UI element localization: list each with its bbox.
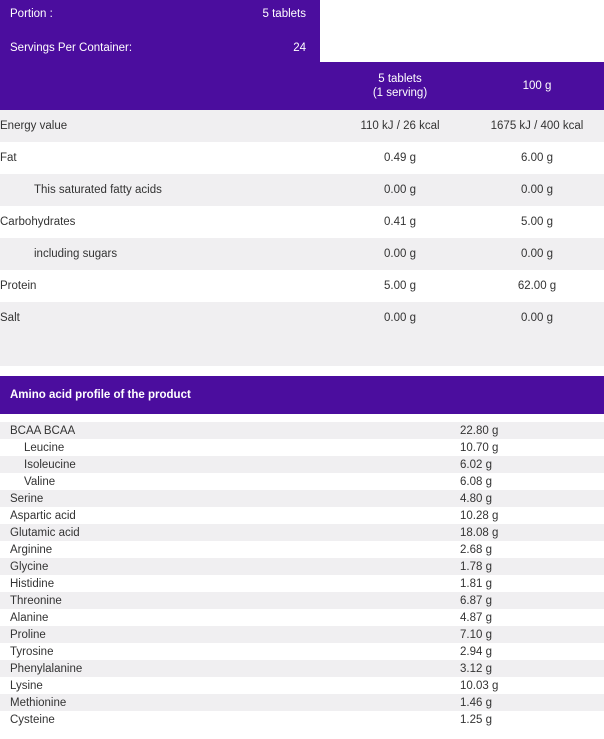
nutrition-table — [0, 62, 604, 366]
table-row — [0, 558, 604, 575]
portion-label: Portion : — [10, 8, 53, 20]
nutrition-header-serving-line2: (1 serving) — [372, 87, 428, 99]
table-row — [0, 110, 604, 142]
amino-name: Methionine — [0, 694, 430, 711]
table-row — [0, 711, 604, 728]
table-row — [0, 677, 604, 694]
amino-value: 2.68 g — [430, 541, 604, 558]
amino-name: Aspartic acid — [0, 507, 430, 524]
nutrition-header-serving — [330, 62, 470, 110]
nutrient-hundred-value: 0.00 g — [470, 174, 604, 206]
table-spacer-row — [0, 334, 604, 366]
amino-name: Arginine — [0, 541, 430, 558]
table-row — [0, 626, 604, 643]
amino-name: Glycine — [0, 558, 430, 575]
amino-name: Isoleucine — [0, 456, 430, 473]
amino-acid-table — [0, 422, 604, 728]
nutrient-serving-value: 0.49 g — [330, 142, 470, 174]
nutrition-header-serving-line1: 5 tablets — [378, 73, 422, 85]
servings-value: 24 — [293, 42, 306, 54]
amino-name: Serine — [0, 490, 430, 507]
nutrient-name: Carbohydrates — [0, 206, 330, 238]
table-row — [0, 473, 604, 490]
table-row — [0, 660, 604, 677]
portion-row — [0, 0, 320, 28]
amino-value: 1.25 g — [430, 711, 604, 728]
nutrient-hundred-value: 6.00 g — [470, 142, 604, 174]
table-row — [0, 490, 604, 507]
table-row — [0, 422, 604, 439]
amino-name: Glutamic acid — [0, 524, 430, 541]
amino-value: 4.87 g — [430, 609, 604, 626]
table-row — [0, 643, 604, 660]
amino-value: 1.81 g — [430, 575, 604, 592]
amino-name: Tyrosine — [0, 643, 430, 660]
amino-value: 2.94 g — [430, 643, 604, 660]
servings-row — [0, 34, 320, 62]
table-row — [0, 592, 604, 609]
table-row — [0, 270, 604, 302]
nutrient-serving-value: 0.00 g — [330, 238, 470, 270]
amino-name: Leucine — [0, 439, 430, 456]
table-row — [0, 439, 604, 456]
table-row — [0, 575, 604, 592]
table-row — [0, 524, 604, 541]
amino-value: 10.70 g — [430, 439, 604, 456]
amino-name: BCAA BCAA — [0, 422, 430, 439]
nutrient-hundred-value: 0.00 g — [470, 238, 604, 270]
amino-acid-title-text: Amino acid profile of the product — [10, 389, 191, 401]
nutrient-serving-value: 110 kJ / 26 kcal — [330, 110, 470, 142]
amino-acid-section-title — [0, 376, 604, 414]
nutrient-hundred-value: 1675 kJ / 400 kcal — [470, 110, 604, 142]
table-row — [0, 302, 604, 334]
amino-value: 1.78 g — [430, 558, 604, 575]
nutrition-header-blank — [0, 62, 330, 110]
nutrient-name: Fat — [0, 142, 330, 174]
nutrient-name: This saturated fatty acids — [0, 174, 330, 206]
amino-value: 6.02 g — [430, 456, 604, 473]
amino-acid-table-body — [0, 422, 604, 728]
nutrient-name: Energy value — [0, 110, 330, 142]
nutrient-serving-value: 0.41 g — [330, 206, 470, 238]
amino-value: 10.28 g — [430, 507, 604, 524]
portion-summary-block — [0, 0, 320, 62]
portion-value: 5 tablets — [262, 8, 306, 20]
amino-name: Cysteine — [0, 711, 430, 728]
nutrition-header-hundred: 100 g — [470, 62, 604, 110]
nutrient-name: including sugars — [0, 238, 330, 270]
amino-value: 18.08 g — [430, 524, 604, 541]
amino-value: 7.10 g — [430, 626, 604, 643]
table-row — [0, 206, 604, 238]
amino-name: Phenylalanine — [0, 660, 430, 677]
amino-name: Histidine — [0, 575, 430, 592]
nutrient-hundred-value: 62.00 g — [470, 270, 604, 302]
amino-value: 4.80 g — [430, 490, 604, 507]
table-row — [0, 142, 604, 174]
servings-label: Servings Per Container: — [10, 42, 133, 54]
nutrient-name: Salt — [0, 302, 330, 334]
nutrient-name: Protein — [0, 270, 330, 302]
amino-value: 6.08 g — [430, 473, 604, 490]
nutrient-serving-value: 0.00 g — [330, 174, 470, 206]
table-row — [0, 174, 604, 206]
table-row — [0, 456, 604, 473]
table-row — [0, 541, 604, 558]
nutrition-table-header-row — [0, 62, 604, 110]
amino-name: Lysine — [0, 677, 430, 694]
amino-name: Threonine — [0, 592, 430, 609]
nutrient-hundred-value: 5.00 g — [470, 206, 604, 238]
amino-name: Valine — [0, 473, 430, 490]
amino-name: Alanine — [0, 609, 430, 626]
table-row — [0, 507, 604, 524]
amino-value: 22.80 g — [430, 422, 604, 439]
table-row — [0, 694, 604, 711]
amino-name: Proline — [0, 626, 430, 643]
amino-value: 10.03 g — [430, 677, 604, 694]
amino-section-gap — [0, 414, 604, 422]
nutrient-serving-value: 0.00 g — [330, 302, 470, 334]
nutrient-serving-value: 5.00 g — [330, 270, 470, 302]
amino-value: 1.46 g — [430, 694, 604, 711]
nutrient-hundred-value: 0.00 g — [470, 302, 604, 334]
amino-value: 3.12 g — [430, 660, 604, 677]
amino-value: 6.87 g — [430, 592, 604, 609]
section-gap — [0, 366, 604, 376]
table-row — [0, 609, 604, 626]
table-row — [0, 238, 604, 270]
nutrition-table-body — [0, 110, 604, 366]
